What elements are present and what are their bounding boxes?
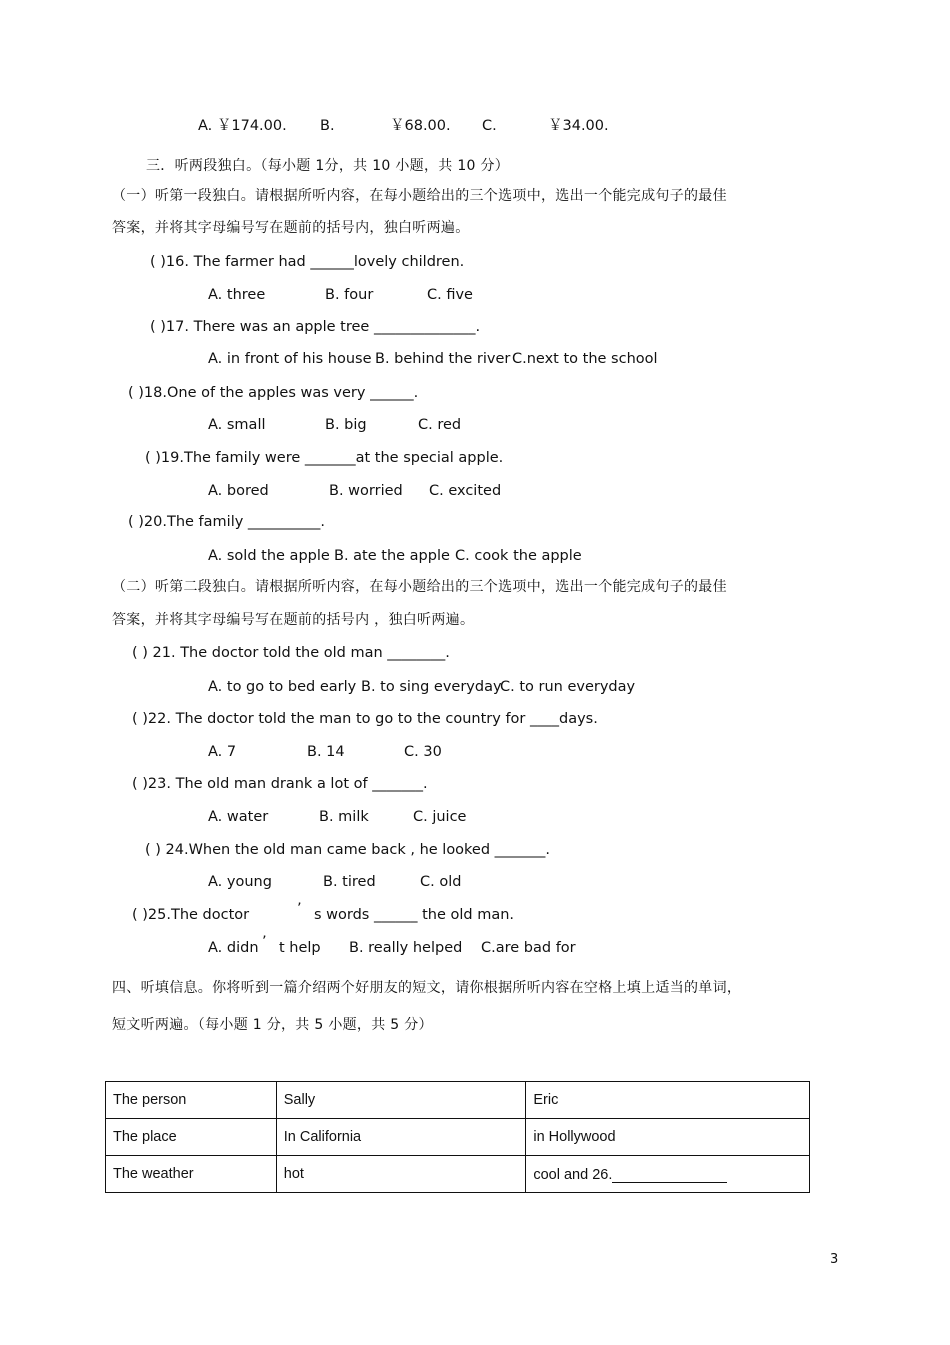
table-row [106, 1156, 810, 1193]
q24-option-c: C. old [420, 874, 462, 890]
q24-stem: ( ) 24.When the old man came back , he looked _______. [145, 842, 551, 858]
table-row [106, 1119, 810, 1156]
q15-option-c: C. [482, 118, 497, 134]
q16-stem: ( )16. The farmer had ______lovely children. [150, 254, 465, 270]
q24-option-a: A. young [208, 874, 272, 890]
q23-stem: ( )23. The old man drank a lot of _______. [132, 776, 428, 792]
q17-option-a: A. in front of his house [208, 351, 372, 367]
q22-stem: ( )22. The doctor told the man to go to the country for ____days. [132, 711, 598, 727]
section4-instruction-line2: 短文听两遍。（每小题 1 分，共 5 小题，共 5 分） [112, 1017, 433, 1033]
table-cell: Sally [276, 1082, 526, 1119]
q19-option-b: B. worried [329, 483, 403, 499]
q20-option-a: A. sold the apple [208, 548, 330, 564]
q16-option-a: A. three [208, 287, 266, 303]
q24-option-b: B. tired [323, 874, 376, 890]
q21-option-b: B. to sing everyday [361, 679, 502, 695]
q21-stem: ( ) 21. The doctor told the old man ________. [132, 645, 450, 661]
q21-option-a: A. to go to bed early [208, 679, 357, 695]
q20-option-c: C. cook the apple [455, 548, 582, 564]
q19-option-c: C. excited [429, 483, 502, 499]
q22-option-b: B. 14 [307, 744, 345, 760]
table-cell-with-blank [526, 1156, 810, 1193]
table-cell: In California [276, 1119, 526, 1156]
q15-option-c-value: ￥34.00. [548, 118, 609, 134]
q22-option-a: A. 7 [208, 744, 237, 760]
q15-option-b: B. [320, 118, 335, 134]
q17-option-c: C.next to the school [512, 351, 658, 367]
table-cell: hot [276, 1156, 526, 1193]
fill-in-blank[interactable] [612, 1166, 727, 1183]
q20-stem: ( )20.The family __________. [128, 514, 326, 530]
q25-option-b: B. really helped [349, 940, 463, 956]
section4-instruction-line1: 四、听填信息。你将听到一篇介绍两个好朋友的短文，请你根据所听内容在空格上填上适当的单词， [112, 980, 742, 996]
q18-option-b: B. big [325, 417, 367, 433]
q25-option-a-part1: A. didn [208, 940, 259, 956]
section3-title: 三．听两段独白。（每小题 1分，共 10 小题，共 10 分） [146, 158, 510, 174]
q25-option-a-apostrophe: ’ [262, 934, 267, 950]
q15-option-b-value: ￥68.00. [390, 118, 451, 134]
q23-option-b: B. milk [319, 809, 369, 825]
table-cell: in Hollywood [526, 1119, 810, 1156]
q25-stem-part1: ( )25.The doctor [132, 907, 250, 923]
q25-option-a-part2: t help [279, 940, 321, 956]
q18-stem: ( )18.One of the apples was very ______. [128, 385, 419, 401]
section3-part2-instruction-line2: 答案，并将其字母编号写在题前的括号内 ，独白听两遍。 [112, 612, 475, 628]
q16-option-c: C. five [427, 287, 473, 303]
q23-option-c: C. juice [413, 809, 467, 825]
q22-option-c: C. 30 [404, 744, 442, 760]
q21-option-c: C. to run everyday [500, 679, 636, 695]
q25-stem-part2: s words ______ the old man. [314, 907, 515, 923]
section3-part1-instruction-line1: （一）听第一段独白。请根据所听内容，在每小题给出的三个选项中，选出一个能完成句子的最佳 [112, 188, 727, 204]
q20-option-b: B. ate the apple [334, 548, 450, 564]
q16-option-b: B. four [325, 287, 374, 303]
q18-option-c: C. red [418, 417, 462, 433]
q23-option-a: A. water [208, 809, 269, 825]
q17-stem: ( )17. There was an apple tree ______________. [150, 319, 481, 335]
section3-part1-instruction-line2: 答案，并将其字母编号写在题前的括号内，独白听两遍。 [112, 220, 470, 236]
table-cell: The person [106, 1082, 277, 1119]
section3-part2-instruction-line1: （二）听第二段独白。请根据所听内容，在每小题给出的三个选项中，选出一个能完成句子的最佳 [112, 579, 727, 595]
q17-option-b: B. behind the river [375, 351, 511, 367]
q25-option-c: C.are bad for [481, 940, 576, 956]
q19-stem: ( )19.The family were _______at the special apple. [145, 450, 504, 466]
q25-stem-apostrophe: ’ [297, 901, 302, 917]
q15-option-a: A. ￥174.00. [198, 118, 287, 134]
table-cell: Eric [526, 1082, 810, 1119]
table-cell: The place [106, 1119, 277, 1156]
q18-option-a: A. small [208, 417, 266, 433]
table-cell: The weather [106, 1156, 277, 1193]
page-number: 3 [830, 1252, 839, 1267]
table-row [106, 1082, 810, 1119]
table-cell-text: cool and 26. [533, 1166, 613, 1183]
q19-option-a: A. bored [208, 483, 269, 499]
info-table [105, 1081, 810, 1193]
